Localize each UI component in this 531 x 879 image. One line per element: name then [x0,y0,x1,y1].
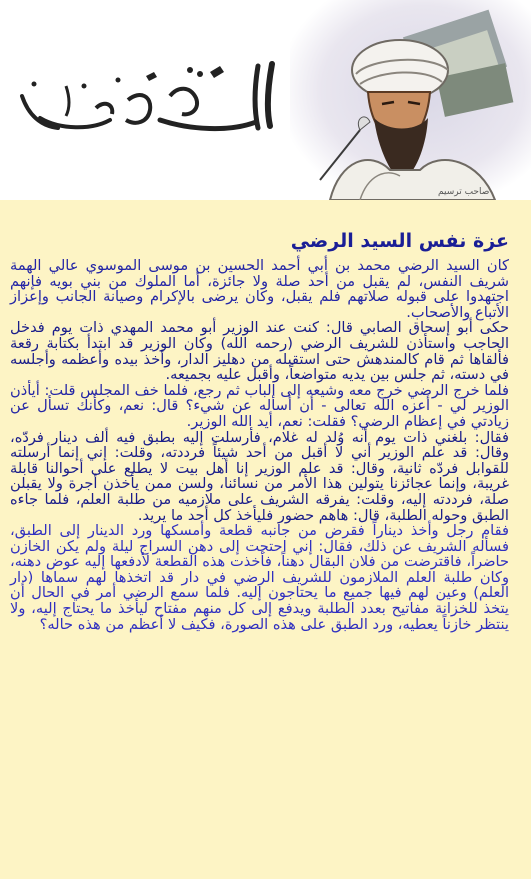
header-banner [0,0,531,200]
paragraph-1: كان السيد الرضي محمد بن أبي أحمد الحسين بن موسى الموسوي عالي الهمة شريف النفس، لم يقبل من أحد صلة ولا جائزة، أما الملوك من بني بويه فإنهم اجتهدوا على قبوله صلاتهم فلم يقبل، وكان يرضى بالإكرام وصيانة الجانب وإعزاز الأتباع والأصحاب. [10,257,509,321]
article-title: عزة نفس السيد الرضي [290,230,509,252]
paragraph-3: فلما خرج الرضي خرج معه وشيعه إلى الباب ثم رجع، فلما خف المجلس قلت: أيأذن الوزير لي - أعزه الله تعالى - أن أسأله عن شيء؟ قال: نعم، وكأنك تسأل عن زيادتي في إعظام الرضي؟ فقلت: نعم، أيد الله الوزير. [10,381,509,430]
paragraph-2: حكى أبو إسحاق الصابي قال: كنت عند الوزير أبو محمد المهدي ذات يوم فدخل الحاجب واستأذن للشريف الرضي (رحمه الله) وكان الوزير قد ابتدأ بكتابة رقعة فألقاها ثم قام كالمندهش حتى استقبله من دهليز الدار، وأخذ بيده وأعظمه وأجلسه في دسته، ثم جلس بين يديه متواضعاً، وأقبل عليه بجميعه. [10,319,509,384]
calligraphy-title-image [0,56,300,144]
artist-signature: صاحب ترسيم [438,187,490,197]
paragraph-4: فقال: بلغني ذات يوم أنه وُلد له غلام، فأرسلت إليه بطبق فيه ألف دينار فردّه، وقال: قد علم الوزير أني لا أقبل من أحد شيئاً فرددته، وقلت: إني إنما أرسلته للقوابل فردّه ثانية، وقال: قد علم الوزير إنا أهل بيت لا يطلع على أحوالنا قابلة غريبة، وإنما عجائزنا يتولين هذا الأمر من نسائنا، ولسن ممن يأخذن أجرة ولا يقبلن صلة، فرددته إليه، وقلت: يفرقه الشريف على ملازميه من طلبة العلم، فلما جاءه الطبق وحوله الطلبة، قال: هاهم حضور فليأخذ كل أحد ما يريد. [10,428,509,524]
scholar-portrait-illustration [290,0,531,200]
article-body [0,200,531,879]
paragraph-5: فقام رجل وأخذ ديناراً فقرض من جانبه قطعة وأمسكها ورد الدينار إلى الطبق، فسأله الشريف عن ذلك، فقال: إني احتجت إلى دهن السراج ليلة ولم يكن الخازن حاضراً، فاقترضت من فلان البقال دهناً، فأخذت هذه القطعة لأدفعها إليه عوض دهنه، وكان طلبة العلم الملازمون للشريف الرضي في دار قد اتخذها لهم سماها (دار العلم) وعين لهم فيها جميع ما يحتاجون إليه. فلما سمع الرضي أمر في الحال أن يتخذ للخزانة مفاتيح بعدد الطلبة ويدفع إلى كل منهم مفتاح ليأخذ ما يحتاج إليه، ولا ينتظر خازناً يعطيه، ورد الطبق على هذه الصورة، فكيف لا أعظم من هذه حاله؟ [10,522,509,633]
